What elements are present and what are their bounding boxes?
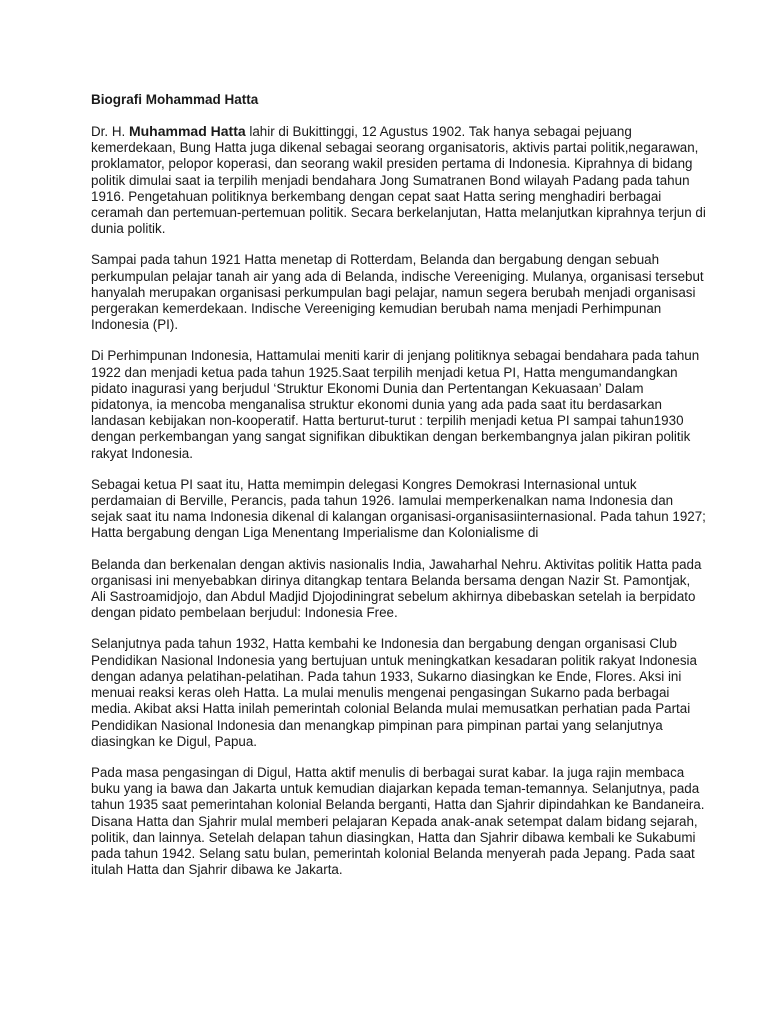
intro-rest: lahir di Bukittinggi, 12 Agustus 1902. Tak hanya sebagai pejuang kemerdekaan, Bung Hatta juga dikenal sebagai seorang organisatoris, aktivis partai politik,negarawan, proklamator, pelopor koperasi, dan seorang wakil presiden pertama di Indonesia. Kiprahnya di bidang politik dimulai saat ia terpilih menjadi bendahara Jong Sumatranen Bond wilayah Padang pada tahun 1916. Pengetahuan politiknya berkembang dengan cepat saat Hatta sering menghadiri berbagai ceramah dan pertemuan-pertemuan politik. Secara berkelanjutan, Hatta melanjutkan kiprahnya terjun di dunia politik. [91, 124, 706, 237]
paragraph-3: Di Perhimpunan Indonesia, Hattamulai meniti karir di jenjang politiknya sebagai bendahara pada tahun 1922 dan menjadi ketua pada tahun 1925.Saat terpilih menjadi ketua PI, Hatta mengumandangkan pidato inagurasi yang berjudul ‘Struktur Ekonomi Dunia dan Pertentangan Kekuasaan’ Dalam pidatonya, ia mencoba menganalisa struktur ekonomi dunia yang ada pada saat itu berdasarkan landasan kebijakan non-kooperatif. Hatta berturut-turut : terpilih menjadi ketua PI sampai tahun1930 dengan perkembangan yang sangat signifikan dibuktikan dengan berkembangnya jalan pikiran politik rakyat Indonesia. [91, 348, 700, 461]
paragraph-2: Sampai pada tahun 1921 Hatta menetap di Rotterdam, Belanda dan bergabung dengan sebuah perkumpulan pelajar tanah air yang ada di Belanda, indische Vereeniging. Mulanya, organisasi tersebut hanyalah merupakan organisasi perkumpulan bagi pelajar, namun segera berubah menjadi organisasi pergerakan kemerdekaan. Indische Vereeniging kemudian berubah nama menjadi Perhimpunan Indonesia (PI). [91, 252, 704, 333]
intro-name: Muhammad Hatta [128, 123, 246, 139]
paragraph-6: Selanjutnya pada tahun 1932, Hatta kembahi ke Indonesia dan bergabung dengan organisasi Club Pendidikan Nasional Indonesia yang bertujuan untuk meningkatkan kesadaran politik rakyat Indonesia dengan adanya pelatihan-pelatihan. Pada tahun 1933, Sukarno diasingkan ke Ende, Flores. Aksi ini menuai reaksi keras oleh Hatta. La mulai menulis mengenai pengasingan Sukarno pada berbagai media. Akibat aksi Hatta inilah pemerintah colonial Belanda mulai memusatkan perhatian pada Partai Pendidikan Nasional Indonesia dan menangkap pimpinan para pimpinan partai yang selanjutnya diasingkan ke Digul, Papua. [91, 636, 697, 749]
document-title: Biografi Mohammad Hatta [91, 92, 259, 107]
paragraph-5: Belanda dan berkenalan dengan aktivis nasionalis India, Jawaharhal Nehru. Aktivitas politik Hatta pada organisasi ini menyebabkan dirinya ditangkap tentara Belanda bersama dengan Nazir St. Pamontjak, Ali Sastroamidjojo, dan Abdul Madjid Djojodiningrat sebelum akhirnya dibebaskan setelah ia berpidato dengan pidato pembelaan berjudul: Indonesia Free. [91, 556, 702, 621]
paragraph-intro [91, 123, 708, 237]
intro-prefix: Dr. H. [91, 124, 129, 139]
paragraph-4: Sebagai ketua PI saat itu, Hatta memimpin delegasi Kongres Demokrasi Internasional untuk perdamaian di Berville, Perancis, pada tahun 1926. Iamulai memperkenalkan nama Indonesia dan sejak saat itu nama Indonesia dikenal di kalangan organisasi-organisasiinternasional. Pada tahun 1927; Hatta bergabung dengan Liga Menentang Imperialisme dan Kolonialisme di [91, 476, 706, 541]
paragraph-7: Pada masa pengasingan di Digul, Hatta aktif menulis di berbagai surat kabar. Ia juga rajin membaca buku yang ia bawa dan Jakarta untuk kemudian diajarkan kepada teman-temannya. Selanjutnya, pada tahun 1935 saat pemerintahan kolonial Belanda berganti, Hatta dan Sjahrir dipindahkan ke Bandaneira. Disana Hatta dan Sjahrir mulal memberi pelajaran Kepada anak-anak setempat dalam bidang sejarah, politik, dan lainnya. Setelah delapan tahun diasingkan, Hatta dan Sjahrir dibawa kembali ke Sukabumi pada tahun 1942. Selang satu bulan, pemerintah kolonial Belanda menyerah pada Jepang. Pada saat itulah Hatta dan Sjahrir dibawa ke Jakarta. [91, 764, 705, 878]
